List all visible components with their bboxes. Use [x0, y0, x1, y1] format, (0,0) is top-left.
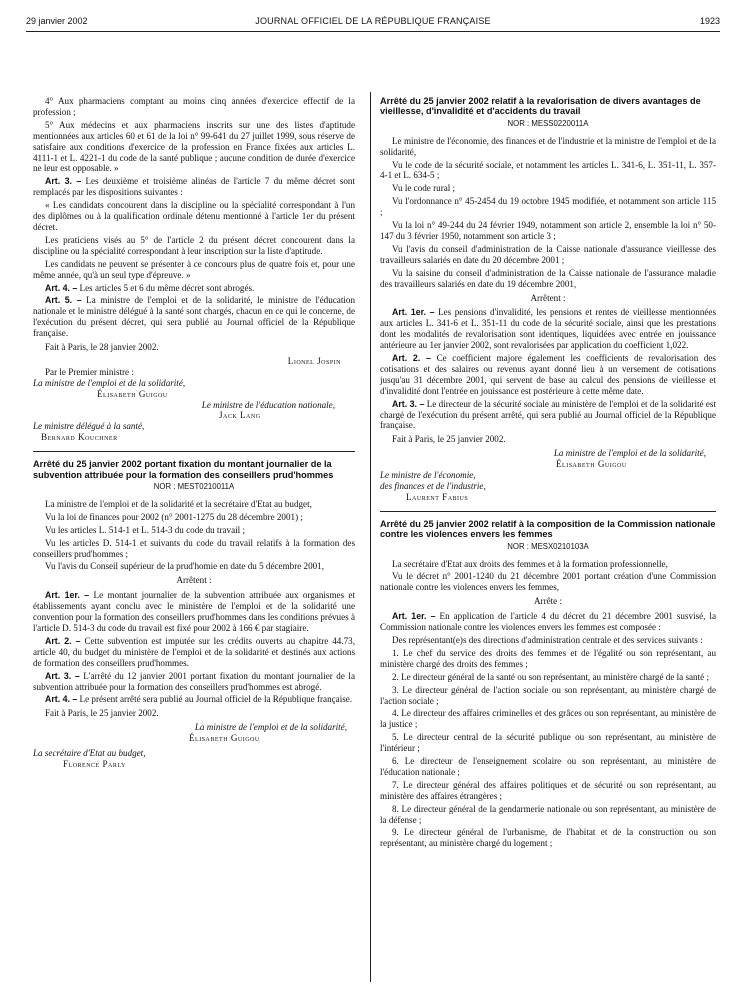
list-item: 2. Le directeur général de la santé ou son représentant, au ministère chargé de la santé ;	[392, 671, 709, 682]
list-item: 8. Le directeur général de la gendarmerie nationale ou son représentant, au ministère de la défense ;	[380, 803, 716, 825]
article-text: Le directeur de la sécurité sociale au ministère de l'emploi et de la solidarité est chargé de l'exécution du présent arrêté, qui sera publié au Journal officiel de la République française.	[380, 398, 716, 431]
paragraph: Vu le code de la sécurité sociale, et notamment les articles L. 341-6, L. 351-11, L. 357-4-1 et L. 634-5 ;	[380, 159, 716, 181]
paragraph: 4° Aux pharmaciens comptant au moins cinq années d'exercice effectif de la profession ;	[33, 96, 355, 117]
article-1	[380, 611, 716, 633]
paragraph: La ministre de l'emploi et de la solidarité et la secrétaire d'Etat au budget,	[45, 498, 312, 509]
nor-reference: NOR : MESS0220011A	[507, 118, 589, 128]
article-text: Les deuxième et troisième alinéas de l'article 7 du même décret sont remplacés par les dispositions suivantes :	[33, 176, 355, 198]
article-2	[380, 353, 716, 397]
header-date: 29 janvier 2002	[26, 16, 88, 26]
nor-reference: NOR : MEST0210011A	[153, 482, 235, 491]
minister-title: La ministre de l'emploi et de la solidarité,	[194, 722, 347, 733]
signature-guigou: Élisabeth Guigou	[189, 733, 260, 744]
minister-title: Le ministre délégué à la santé,	[33, 421, 145, 432]
article-label: Art. 5. –	[45, 295, 82, 306]
article-1	[380, 307, 716, 351]
section-separator	[380, 511, 716, 512]
fait-a-paris: Fait à Paris, le 25 janvier 2002.	[392, 434, 506, 445]
signature-parly: Florence Parly	[63, 758, 126, 769]
paragraph: Vu la saisine du conseil d'administration de la Caisse nationale de l'assurance maladie des travailleurs salariés en date du 19 décembre 2001,	[380, 267, 716, 289]
article-label: Art. 1er. –	[392, 611, 436, 622]
nor-reference: NOR : MESX0210103A	[507, 541, 589, 551]
signature-pm: Lionel Jospin	[287, 355, 341, 366]
article-5	[33, 295, 355, 339]
article-2	[33, 636, 355, 669]
paragraph: Vu les articles L. 514-1 et L. 514-3 du code du travail ;	[45, 524, 245, 535]
article-4	[33, 694, 355, 705]
article-text: Les pensions d'invalidité, les pensions et rentes de vieillesse mentionnées aux articles L. 341-6 et L. 351-11 du code de la sécurité sociale, ainsi que les prestations dont les modalités de revalorisation sont identiques, liquidées avec entrée en jouissance antérieure au 1er janvier 2002, sont revalorisées par application du coefficient 1,022.	[380, 307, 716, 351]
article-text: Ce coefficient majore également les coefficients de revalorisation des cotisations et des salaires ou revenus ayant donné lieu à un versement de cotisations jusqu'au 31 décembre 2001, qui servent de base au calcul des pensions de vieillesse et d'invalidité dont l'entrée en jouissance est postérieure à cette même date.	[380, 353, 716, 396]
article-label: Art. 4. –	[45, 694, 78, 705]
signature-guigou: Élisabeth Guigou	[556, 459, 627, 470]
article-label: Art. 2. –	[392, 353, 431, 364]
article-4	[33, 283, 355, 294]
paragraph: Les praticiens visés au 5° de l'article 2 du présent décret concourent dans la discipline ou la spécialité correspondant à leur inscription sur la liste d'aptitude.	[33, 234, 355, 256]
list-item: 6. Le directeur de l'enseignement scolaire ou son représentant, au ministère de l'éducation nationale ;	[380, 756, 716, 777]
paragraph: « Les candidats concourent dans la discipline ou la spécialité correspondant à l'un des diplômes ou à la qualification ordinale détenu mentionné à l'article 1er du présent décret.	[33, 200, 355, 232]
list-item: 9. Le directeur général de l'urbanisme, de l'habitat et de la construction ou son représentant, au ministère chargé du logement ;	[380, 827, 716, 849]
fait-a-paris: Fait à Paris, le 25 janvier 2002.	[45, 708, 159, 719]
paragraph: Vu l'ordonnance n° 45-2454 du 19 octobre 1945 modifiée, et notamment son article 115 ;	[380, 196, 716, 218]
signature-kouchner: Bernard Kouchner	[41, 432, 118, 443]
decree-title: Arrêté du 25 janvier 2002 portant fixation du montant journalier de la subvention attribuée pour la formation des conseillers prud'hommes	[33, 459, 334, 480]
paragraph: Vu la loi de finances pour 2002 (n° 2001-1275 du 28 décembre 2001) ;	[45, 511, 303, 522]
article-label: Art. 2. –	[45, 635, 81, 646]
par-premier-ministre: Par le Premier ministre :	[45, 366, 134, 377]
article-1	[33, 590, 355, 634]
minister-title: Le ministre de l'éducation nationale,	[201, 399, 335, 410]
paragraph: La secrétaire d'Etat aux droits des femmes et à la formation professionnelle,	[392, 558, 668, 569]
paragraph: Des représentant(e)s des directions d'administration centrale et des services suivants :	[392, 634, 703, 645]
minister-title: La secrétaire d'Etat au budget,	[33, 748, 146, 759]
paragraph: Vu l'avis du conseil d'administration de la Caisse nationale d'assurance vieillesse des travailleurs salariés en date du 20 décembre 2001 ;	[380, 243, 716, 265]
paragraph: Vu l'avis du Conseil supérieur de la prud'homie en date du 5 décembre 2001,	[45, 561, 325, 572]
signature-fabius: Laurent Fabius	[406, 491, 469, 502]
paragraph: Vu le décret n° 2001-1240 du 21 décembre 2001 portant création d'une Commission nationale contre les violences envers les femmes,	[380, 571, 716, 593]
article-3	[33, 671, 355, 693]
article-3	[33, 176, 355, 198]
fait-a-paris: Fait à Paris, le 28 janvier 2002.	[45, 342, 159, 353]
article-text: La ministre de l'emploi et de la solidarité, le ministre de l'éducation nationale et le ministre délégué à la santé sont chargés, chacun en ce qui le concerne, de l'exécution du présent décret, qui sera publié au Journal officiel de la République française.	[33, 295, 355, 339]
arrete: Arrête :	[533, 596, 563, 607]
article-label: Art. 1er. –	[392, 307, 435, 318]
paragraph: Vu la loi n° 49-244 du 24 février 1949, notamment son article 2, ensemble la loi n° 50-147 du 3 février 1950, notamment son article 3 ;	[380, 220, 716, 241]
list-item: 7. Le directeur général des affaires politiques et de sécurité ou son représentant, au ministère des affaires étrangères ;	[380, 779, 716, 801]
page-header	[26, 16, 720, 30]
paragraph: Vu les articles D. 514-1 et suivants du code du travail relatifs à la formation des conseillers prud'hommes ;	[33, 537, 355, 559]
article-label: Art. 3. –	[45, 670, 80, 681]
article-label: Art. 3. –	[45, 176, 82, 187]
journal-title: JOURNAL OFFICIEL DE LA RÉPUBLIQUE FRANÇAISE	[255, 16, 491, 26]
article-3	[380, 399, 716, 432]
signature-guigou: Élisabeth Guigou	[97, 388, 168, 399]
paragraph: Vu le code rural ;	[392, 183, 456, 194]
column-divider	[370, 92, 371, 982]
arretent: Arrêtent :	[176, 575, 212, 586]
list-item: 4. Le directeur des affaires criminelles et des grâces ou son représentant, au ministère de la justice ;	[380, 708, 716, 730]
paragraph: 5° Aux médecins et aux pharmaciens inscrits sur une des listes d'aptitude mentionnées aux articles 60 et 61 de la loi n° 99-641 du 27 juillet 1999, sous réserve de satisfaire aux conditions d'exercice de la profession en France fixées aux articles L. 4111-1 et L. 4221-1 du code de la santé publique ; aucune condition de durée d'exercice ne leur est opposable. »	[33, 119, 355, 174]
right-column	[380, 96, 716, 851]
left-column	[33, 96, 355, 770]
article-text: Les articles 5 et 6 du même décret sont abrogés.	[77, 282, 255, 293]
arretent: Arrêtent :	[530, 292, 566, 303]
header-rule	[26, 31, 720, 32]
minister-title: des finances et de l'industrie,	[380, 481, 486, 491]
paragraph: Les candidats ne peuvent se présenter à ce concours plus de quatre fois et, pour une même année, qu'à un seul type d'épreuve. »	[33, 258, 355, 280]
section-separator	[33, 451, 355, 452]
article-text: Le présent arrêté sera publié au Journal officiel de la République française.	[77, 694, 353, 705]
list-item: 1. Le chef du service des droits des femmes et de l'égalité ou son représentant, au ministère chargé des droits des femmes ;	[380, 647, 716, 669]
minister-title: La ministre de l'emploi et de la solidarité,	[33, 377, 186, 388]
article-label: Art. 4. –	[45, 282, 78, 293]
article-text: En application de l'article 4 du décret du 21 décembre 2001 susvisé, la Commission nationale contre les violences envers les femmes est composée :	[380, 611, 716, 633]
article-label: Art. 3. –	[392, 398, 425, 409]
list-item: 5. Le directeur central de la sécurité publique ou son représentant, au ministère de l'intérieur ;	[380, 732, 716, 754]
page-number: 1923	[699, 16, 720, 26]
decree-title: Arrêté du 25 janvier 2002 relatif à la revalorisation de divers avantages de vieillesse, d'invalidité et d'accidents du travail	[380, 96, 701, 117]
article-label: Art. 1er. –	[45, 590, 90, 601]
minister-title: La ministre de l'emploi et de la solidarité,	[553, 448, 706, 459]
paragraph: Le ministre de l'économie, des finances et de l'industrie et la ministre de l'emploi et de la solidarité,	[380, 135, 716, 157]
decree-title: Arrêté du 25 janvier 2002 relatif à la composition de la Commission nationale contre les violences envers les femmes	[380, 518, 716, 540]
article-text: Cette subvention est imputée sur les crédits ouverts au chapitre 44.73, article 40, du budget du ministère de l'emploi et de la solidarité et destinés aux actions de formation des conseillers prud'hommes.	[33, 635, 355, 668]
list-item: 3. Le directeur général de l'action sociale ou son représentant, au ministère chargé de l'action sociale ;	[380, 684, 716, 706]
article-text: L'arrêté du 12 janvier 2001 portant fixation du montant journalier de la subvention attribuée pour la formation des conseillers prud'hommes est abrogé.	[33, 670, 355, 692]
signature-lang: Jack Lang	[219, 410, 261, 421]
article-text: Le montant journalier de la subvention attribuée aux organismes et établissements ayant conclu avec le ministère de l'emploi et de la solidarité une convention pour la formation des conseillers prud'hommes dans les conditions prévues à l'article D. 514-3 du code du travail est fixé pour 2002 à 166 € par stagiaire.	[33, 590, 355, 633]
minister-title: Le ministre de l'économie,	[380, 470, 476, 481]
